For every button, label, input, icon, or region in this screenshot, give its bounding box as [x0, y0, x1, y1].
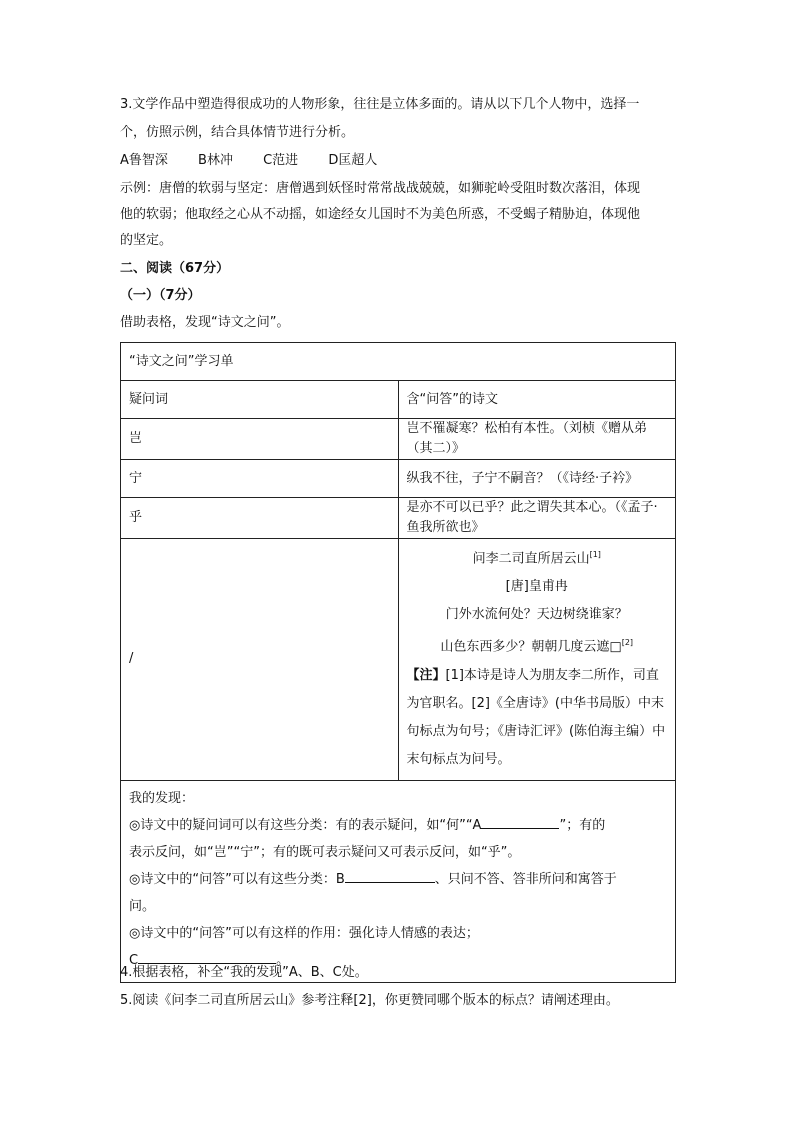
note-label: 【注】 — [406, 667, 446, 683]
note-text: [1]本诗是诗人为朋友李二所作，司直为官职名。[2]《全唐诗》(中华书局版）中末句标点为句号；《唐诗汇评》(陈伯海主编）中末句标点为问号。 — [406, 667, 666, 767]
subsection-1-heading: （一）（7分） — [120, 288, 201, 303]
poem-author: [唐]皇甫冉 — [505, 579, 568, 595]
question-word-cell: 乎 — [121, 498, 399, 539]
blank-c[interactable] — [138, 949, 276, 964]
blank-a[interactable] — [481, 814, 559, 829]
example-line-2: 他的软弱；他取经之心从不动摇，如途经女儿国时不为美色所惑，不受蝎子精胁迫，体现他 — [120, 207, 641, 222]
table-row — [121, 498, 676, 539]
discovery-heading: 我的发现： — [129, 790, 195, 806]
poem-note — [407, 662, 668, 774]
table-row — [121, 419, 676, 460]
poem-line-1: 门外水流何处？天边树绕谁家？ — [445, 607, 628, 623]
blank-b[interactable] — [345, 868, 435, 883]
table-header-row — [121, 381, 676, 419]
discovery-item-2: ◎诗文中的“问答”可以有这些分类：B 、只问不答、答非所问和寓答于 — [129, 866, 667, 893]
example-line-3: 的坚定。 — [120, 233, 173, 248]
choice-c: C范进 — [263, 153, 299, 168]
poem-row — [121, 539, 676, 781]
table-intro: 借助表格，发现“诗文之问”。 — [120, 315, 290, 330]
poem-text-cell: 纵我不往，子宁不嗣音？（《诗经·子衿》 — [398, 460, 676, 498]
table-title-row — [121, 343, 676, 381]
header-poem-text: 含“问答”的诗文 — [398, 381, 676, 419]
question-3-line-1: 3.文学作品中塑造得很成功的人物形象，往往是立体多面的。请从以下几个人物中，选择一 — [120, 97, 640, 112]
poem-text-cell: 是亦不可以已乎？此之谓失其本心。（《孟子·鱼我所欲也》 — [398, 498, 676, 539]
table-title: “诗文之问”学习单 — [121, 343, 676, 381]
footnote-ref-2: [2] — [621, 638, 634, 648]
discovery-cell — [121, 780, 676, 982]
poem-title: 问李二司直所居云山[1] — [472, 550, 601, 567]
poem-cell — [398, 539, 676, 781]
question-3-choices — [120, 151, 403, 171]
discovery-item-1: ◎诗文中的疑问词可以有这些分类：有的表示疑问，如“何”“A ”；有的 — [129, 812, 667, 839]
question-word-cell: 岂 — [121, 419, 399, 460]
poem-line-2: 山色东西多少？朝朝几度云遮□[2] — [440, 638, 634, 655]
discovery-item-3: ◎诗文中的“问答”可以有这样的作用：强化诗人情感的表达； — [129, 925, 479, 941]
question-4: 4.根据表格，补全“我的发现”A、B、C处。 — [120, 965, 368, 980]
discovery-item-4: C 。 — [129, 947, 667, 974]
discovery-row — [121, 780, 676, 982]
choice-a: A鲁智深 — [120, 153, 168, 168]
header-question-word: 疑问词 — [121, 381, 399, 419]
footnote-ref-1: [1] — [589, 550, 601, 559]
example-line-1: 示例：唐僧的软弱与坚定：唐僧遇到妖怪时常常战战兢兢，如狮驼岭受阻时数次落泪，体现 — [120, 181, 641, 196]
choice-d: D匡超人 — [328, 153, 378, 168]
study-sheet-table — [120, 342, 676, 983]
section-2-heading: 二、阅读（67分） — [120, 261, 230, 276]
question-3-line-2: 个，仿照示例，结合具体情节进行分析。 — [120, 125, 355, 140]
choice-b: B林冲 — [198, 153, 233, 168]
table-row — [121, 460, 676, 498]
question-word-cell: / — [121, 539, 399, 781]
question-5: 5.阅读《问李二司直所居云山》参考注释[2]，你更赞同哪个版本的标点？请阐述理由。 — [120, 993, 619, 1008]
poem-text-cell: 岂不罹凝寒？松柏有本性。（刘桢《赠从弟（其二）》 — [398, 419, 676, 460]
discovery-item-1-cont: 表示反问，如“岂”“宁”；有的既可表示疑问又可表示反问，如“乎”。 — [129, 844, 521, 860]
question-word-cell: 宁 — [121, 460, 399, 498]
discovery-item-2-cont: 问。 — [129, 898, 156, 914]
